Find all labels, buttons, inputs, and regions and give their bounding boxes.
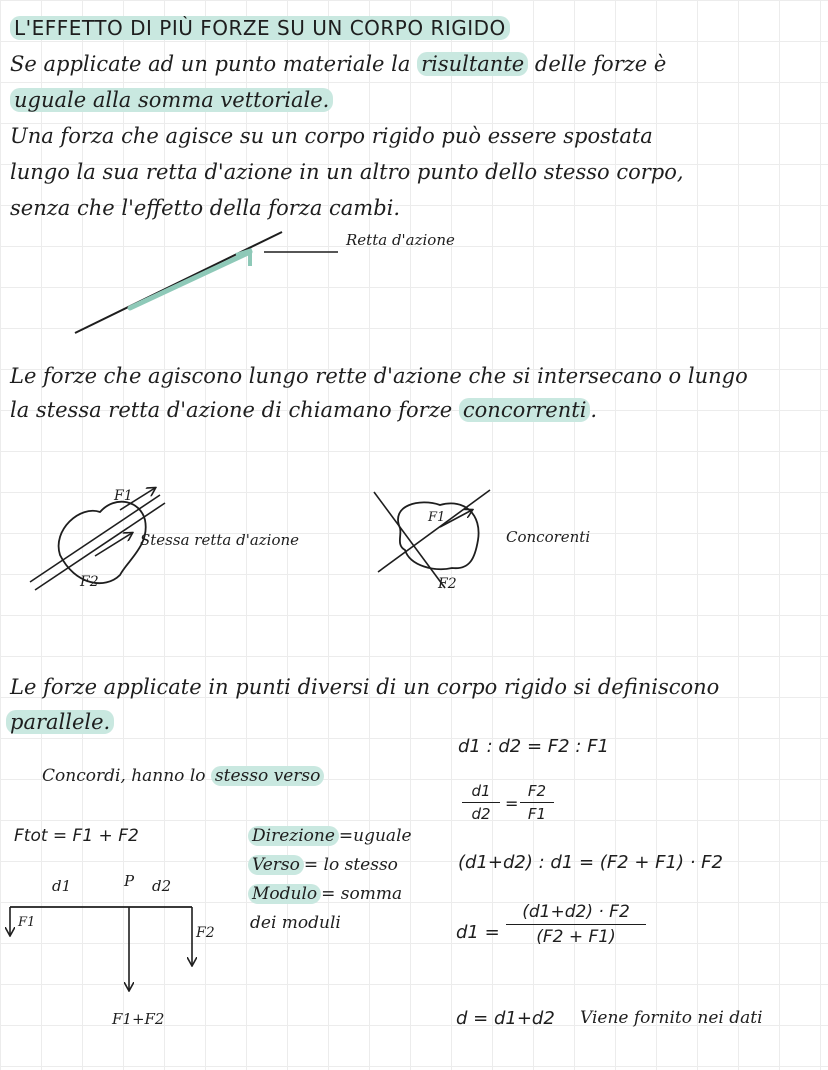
concurrent-line-2-end: . [590, 398, 598, 422]
concurrent-line-2-text: la stessa retta d'azione di chiamano forze [10, 398, 459, 422]
intro-line-1-end: delle forze è [528, 52, 667, 76]
fraction-d1-d2 [462, 782, 500, 823]
fraction-f2-f1 [520, 782, 554, 823]
lever-f1: F1 [18, 915, 36, 930]
lever-d1: d1 [52, 877, 72, 895]
intro-line-1-text: Se applicate ad un punto materiale la [10, 52, 418, 76]
fig2-concurrent-label: Concorenti [506, 528, 591, 546]
intro-line-4: lungo la sua retta d'azione in un altro punto dello stesso corpo, [10, 160, 684, 184]
fraction-f2: F2 [527, 782, 547, 800]
fig1-label: Retta d'azione [346, 231, 455, 249]
formula-d-note: Viene fornito nei dati [580, 1008, 763, 1028]
intro-line-5: senza che l'effetto della forza cambi. [10, 196, 401, 220]
fraction-equals: = [505, 794, 519, 813]
highlight-somma-vettoriale: uguale alla somma vettoriale. [10, 88, 333, 112]
fig2-concurrent-f2: F2 [438, 576, 457, 592]
parallel-line-2 [6, 710, 114, 734]
highlight-modulo: Modulo [248, 884, 321, 904]
concordi-text: Concordi, hanno lo [42, 766, 211, 786]
highlight-verso: Verso [248, 855, 304, 875]
prop-modulo [248, 884, 402, 904]
fig2-same-line-label: Stessa retta d'azione [140, 531, 300, 549]
formula-d1-lhs: d1 = [456, 922, 500, 943]
fig2-concorrenti [374, 490, 490, 588]
lever-f2: F2 [196, 925, 215, 941]
highlight-parallele: parallele. [6, 710, 114, 734]
formula-proportion: (d1+d2) : d1 = (F2 + F1) · F2 [458, 852, 723, 873]
prop-direzione-value: =uguale [338, 826, 412, 846]
prop-modulo-value: = somma [321, 884, 403, 904]
concordi-line [42, 766, 324, 786]
formula-d1-numerator: (d1+d2) · F2 [522, 902, 630, 922]
prop-verso [248, 855, 398, 875]
highlight-concorrenti: concorrenti [459, 398, 591, 422]
formula-d-total: d = d1+d2 [456, 1008, 555, 1029]
fig2-concurrent-f1: F1 [428, 510, 446, 525]
title-highlight: L'EFFETTO DI PIÙ FORZE SU UN CORPO RIGIDO [10, 16, 510, 40]
prop-verso-value: = lo stesso [303, 855, 398, 875]
fig2-f2-label: F2 [80, 574, 99, 590]
lever-p: P [124, 872, 135, 890]
concurrent-line-2 [10, 398, 597, 422]
fraction-bar [520, 802, 554, 803]
lever-diagram [10, 907, 192, 990]
fraction-d1: d1 [471, 782, 491, 800]
fig1-retta-azione [75, 232, 338, 333]
fig2-f1-label: F1 [114, 488, 133, 504]
lever-d2: d2 [152, 877, 172, 895]
formula-d1-denominator: (F2 + F1) [536, 927, 616, 947]
intro-line-3: Una forza che agisce su un corpo rigido può essere spostata [10, 124, 653, 148]
highlight-risultante: risultante [417, 52, 528, 76]
fraction-bar [462, 802, 500, 803]
lever-fsum: F1+F2 [112, 1010, 165, 1028]
formula-d1-fraction [506, 902, 646, 947]
fraction-d2: d2 [471, 805, 491, 823]
fraction-bar [506, 924, 646, 925]
highlight-stesso-verso: stesso verso [211, 766, 324, 786]
fraction-f1: F1 [527, 805, 547, 823]
concurrent-line-1: Le forze che agiscono lungo rette d'azione che si intersecano o lungo [10, 364, 748, 388]
ftot-formula: Ftot = F1 + F2 [14, 826, 139, 846]
prop-direzione [248, 826, 412, 846]
prop-modulo-cont: dei moduli [250, 913, 341, 933]
parallel-line-1: Le forze applicate in punti diversi di un corpo rigido si definiscono [10, 675, 720, 699]
highlight-direzione: Direzione [248, 826, 339, 846]
formula-ratio: d1 : d2 = F2 : F1 [458, 736, 609, 757]
